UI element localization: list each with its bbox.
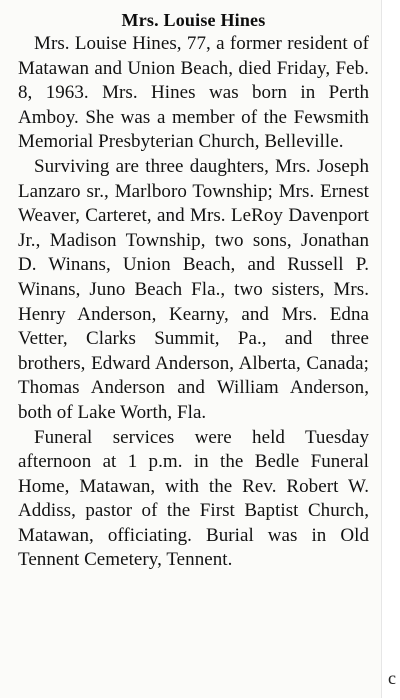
obituary-paragraph-1: Mrs. Louise Hines, 77, a former resident of Matawan and Union Beach, died Friday, Feb. 8, 1963. Mrs. Hines was born in Perth Amboy. She was a member of the Fewsmith Memorial Presbyterian Church, Belleville.	[18, 33, 369, 153]
margin-mark: c	[388, 668, 396, 688]
obituary-paragraph-2: Surviving are three daughters, Mrs. Joseph Lanzaro sr., Marlboro Township; Mrs. Ernest Weaver, Carteret, and Mrs. LeRoy Davenport Jr., Madison Township, two sons, Jonathan D. Winans, Union Beach, and Russell P. Winans, Juno Beach Fla., two sisters, Mrs. Henry Anderson, Kearny, and Mrs. Edna Vetter, Clarks Summit, Pa., and three brothers, Edward Anderson, Alberta, Canada; Thomas Anderson and William Anderson, both of Lake Worth, Fla.	[18, 155, 369, 423]
obituary-paragraph-3: Funeral services were held Tuesday afternoon at 1 p.m. in the Bedle Funeral Home, Matawan, with the Rev. Robert W. Addiss, pastor of the First Baptist Church, Matawan, officiating. Burial was in Old Tennent Cemetery, Tennent.	[18, 426, 369, 571]
obituary-title: Mrs. Louise Hines	[121, 10, 266, 30]
